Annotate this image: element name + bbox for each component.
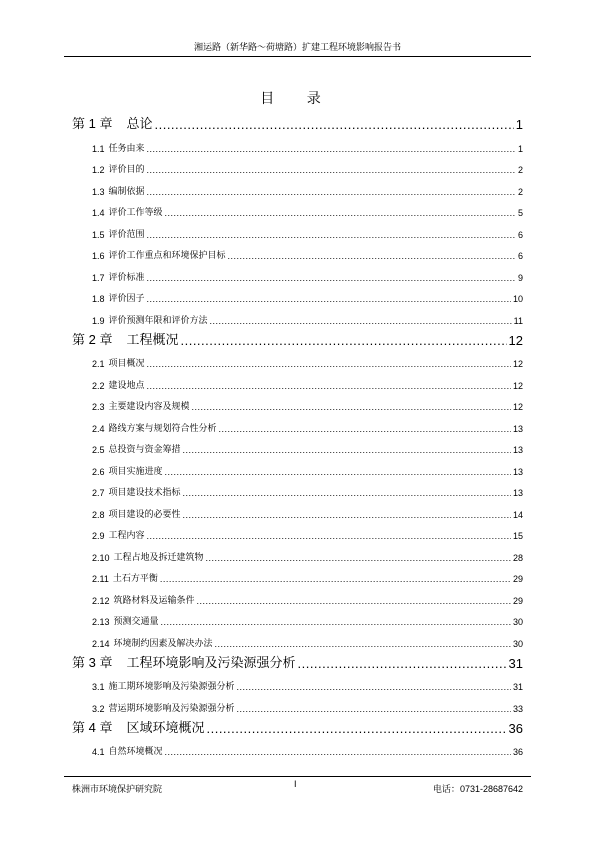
section-page-number: 5 [517,208,523,218]
dot-leader [147,187,516,197]
section-number: 2.3 [92,402,105,412]
section-page-number: 13 [512,423,523,434]
section-title: 总投资与资金筹措 [108,445,181,455]
chapter-page-number: 31 [508,655,523,671]
section-page-number: 14 [512,509,523,520]
chapter-number: 第 3 章 [72,654,113,670]
section-page-number: 10 [512,294,523,304]
toc-section-entry[interactable] [72,520,523,542]
dot-leader [165,747,511,757]
dot-leader [210,316,512,326]
section-title: 项目建设技术指标 [108,488,181,498]
chapter-page-number: 36 [508,720,523,736]
dot-leader [237,682,511,692]
chapter-number: 第 4 章 [72,719,113,735]
chapter-title: 总论 [126,117,153,132]
section-number: 2.2 [92,380,105,391]
section-title: 评价范围 [108,229,145,240]
section-title: 评价目的 [108,165,145,175]
section-title: 自然环境概况 [108,747,163,757]
dot-leader [147,381,511,391]
toc-chapter-entry[interactable] [72,326,523,348]
toc-section-entry[interactable] [72,627,523,649]
section-page-number: 13 [512,488,523,498]
section-number: 2.10 [92,552,110,563]
section-number: 1.4 [92,208,105,218]
dot-leader [297,656,506,671]
toc-section-entry[interactable] [72,498,523,520]
header-divider [64,56,531,57]
toc-section-entry[interactable] [72,434,523,456]
section-title: 评价工作等级 [108,208,163,218]
toc-section-entry[interactable] [72,541,523,563]
section-number: 2.13 [92,617,110,627]
toc-section-entry[interactable] [72,197,523,219]
dot-leader [206,721,506,736]
dot-leader [147,531,511,541]
section-title: 工程内容 [108,531,145,541]
toc-section-entry[interactable] [72,736,523,758]
section-page-number: 33 [512,703,523,714]
dot-leader [165,208,516,218]
dot-leader [192,402,511,412]
section-number: 1.6 [92,251,105,261]
toc-section-entry[interactable] [72,283,523,305]
toc-section-entry[interactable] [72,692,523,714]
section-title: 施工期环境影响及污染源强分析 [108,682,235,692]
dot-leader [147,144,516,154]
section-number: 2.5 [92,445,105,455]
section-title: 工程占地及拆迁建筑物 [113,552,204,563]
dot-leader [215,639,511,649]
section-title: 筑路材料及运输条件 [113,595,195,606]
dot-leader [206,553,511,563]
toc-section-entry[interactable] [72,477,523,499]
toc-section-entry[interactable] [72,175,523,197]
section-title: 路线方案与规划符合性分析 [108,423,217,434]
footer-page-number: I [294,779,297,789]
dot-leader [183,488,511,498]
chapter-title: 工程环境影响及污染源强分析 [126,655,296,671]
chapter-page-number: 12 [508,332,523,348]
section-page-number: 9 [517,272,523,283]
section-number: 1.1 [92,143,105,154]
table-of-contents [72,110,523,757]
section-page-number: 6 [517,251,523,261]
dot-leader [165,467,511,477]
dot-leader [147,359,511,369]
toc-section-entry[interactable] [72,671,523,693]
section-number: 2.11 [92,574,109,584]
section-number: 1.5 [92,229,105,240]
footer-phone [433,782,523,795]
toc-section-entry[interactable] [72,132,523,154]
section-title: 项目建设的必要性 [108,509,181,520]
section-number: 2.8 [92,509,105,520]
dot-leader [183,445,511,455]
section-page-number: 6 [517,229,523,240]
toc-section-entry[interactable] [72,218,523,240]
section-title: 营运期环境影响及污染源强分析 [108,703,235,714]
chapter-title: 工程概况 [126,332,179,348]
dot-leader [219,424,511,434]
toc-section-entry[interactable] [72,606,523,628]
chapter-title: 区域环境概况 [126,720,205,736]
toc-section-entry[interactable] [72,240,523,262]
section-number: 2.1 [92,359,105,369]
section-page-number: 2 [517,165,523,175]
toc-section-entry[interactable] [72,584,523,606]
section-page-number: 11 [513,315,523,326]
dot-leader [147,273,516,283]
section-page-number: 29 [512,595,523,606]
footer-phone-number: 0731-28687642 [459,784,523,794]
section-page-number: 13 [512,445,523,455]
section-number: 1.3 [92,186,105,197]
footer-divider [64,776,531,777]
footer-organization: 株洲市环境保护研究院 [72,785,163,795]
section-number: 2.9 [92,531,105,541]
dot-leader [161,617,511,627]
section-page-number: 30 [512,638,523,649]
chapter-number: 第 2 章 [72,331,113,347]
section-number: 3.1 [92,682,105,692]
section-title: 环境制约因素及解决办法 [113,638,213,649]
section-title: 编制依据 [108,186,145,197]
section-title: 预测交通量 [113,617,159,627]
section-number: 4.1 [92,747,105,757]
dot-leader [228,251,516,261]
section-number: 2.7 [92,488,105,498]
toc-section-entry[interactable] [72,348,523,370]
section-page-number: 36 [512,747,523,757]
toc-title: 目 录 [260,91,335,107]
section-page-number: 30 [512,617,523,627]
footer-phone-label: 电话： [432,785,460,795]
section-number: 3.2 [92,703,105,714]
section-page-number: 12 [512,380,523,391]
section-page-number: 28 [512,552,523,563]
toc-section-entry[interactable] [72,261,523,283]
section-title: 土石方平衡 [112,574,158,584]
toc-chapter-entry[interactable] [72,649,523,671]
section-number: 2.6 [92,466,105,477]
section-page-number: 13 [512,466,523,477]
dot-leader [154,117,513,132]
section-title: 评价工作重点和环境保护目标 [108,251,226,261]
chapter-number: 第 1 章 [72,116,113,131]
toc-section-entry[interactable] [72,304,523,326]
dot-leader [160,574,511,584]
toc-chapter-entry[interactable] [72,714,523,736]
section-number: 2.14 [92,638,110,649]
section-title: 评价预测年限和评价方法 [108,315,208,326]
dot-leader [147,230,516,240]
section-title: 建设地点 [108,380,145,391]
dot-leader [197,596,511,606]
dot-leader [180,333,506,348]
section-number: 1.7 [92,272,105,283]
toc-section-entry[interactable] [72,455,523,477]
dot-leader [147,294,511,304]
section-title: 任务由来 [108,143,145,154]
running-header: 湘运路（新华路～荷塘路）扩建工程环境影响报告书 [193,43,401,53]
section-title: 评价因子 [108,294,145,304]
section-number: 1.8 [92,294,105,304]
section-page-number: 1 [517,143,523,154]
section-page-number: 2 [517,186,523,197]
section-title: 项目概况 [108,359,145,369]
dot-leader [147,165,516,175]
section-page-number: 12 [512,402,523,412]
dot-leader [237,704,511,714]
section-page-number: 29 [512,574,523,584]
section-number: 1.2 [92,165,105,175]
toc-section-entry[interactable] [72,369,523,391]
section-number: 2.12 [92,595,110,606]
toc-chapter-entry[interactable] [72,110,523,132]
chapter-page-number: 1 [515,117,523,132]
section-title: 项目实施进度 [108,466,163,477]
section-number: 1.9 [92,315,105,326]
section-title: 评价标准 [108,272,145,283]
dot-leader [183,510,511,520]
toc-section-entry[interactable] [72,391,523,413]
section-page-number: 12 [512,359,523,369]
section-number: 2.4 [92,423,105,434]
toc-section-entry[interactable] [72,412,523,434]
section-page-number: 15 [512,531,523,541]
toc-section-entry[interactable] [72,154,523,176]
toc-section-entry[interactable] [72,563,523,585]
section-title: 主要建设内容及规模 [108,402,190,412]
section-page-number: 31 [512,682,523,692]
